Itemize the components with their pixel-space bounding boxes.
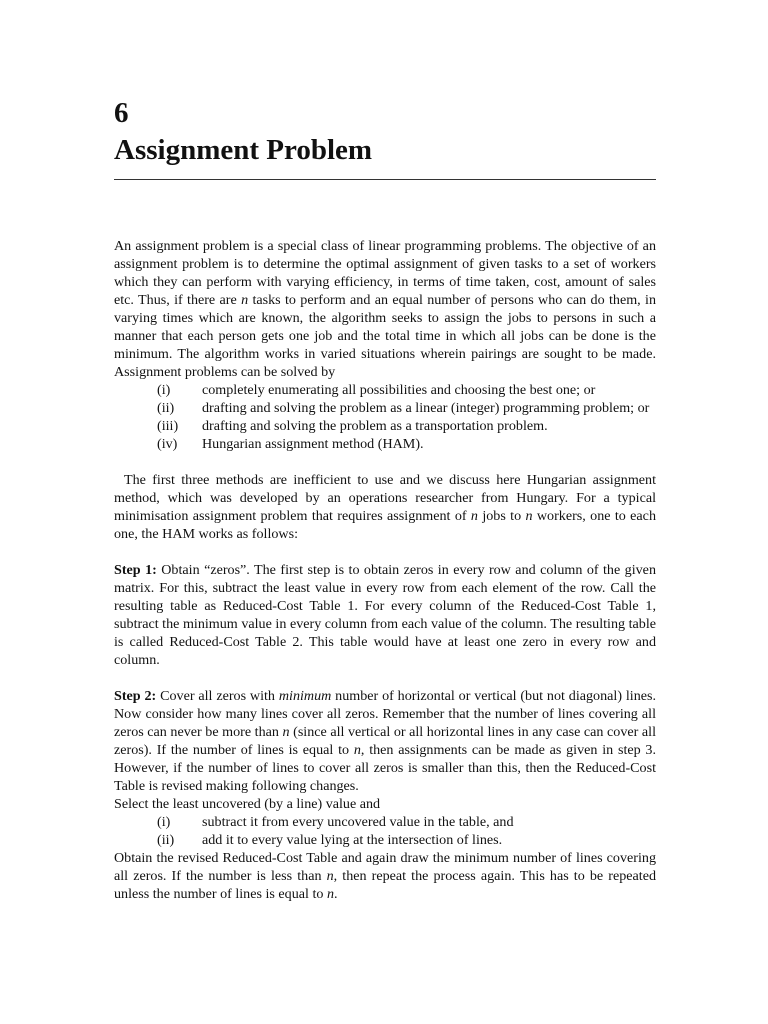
- step1-label: Step 1:: [114, 562, 157, 578]
- step2-paragraph: Step 2: Cover all zeros with minimum number of horizontal or vertical (but not diagonal) lines. Now consider how many lines cover all zeros. Remember that the number of lines covering all zeros can never be more than n (since all vertical or all horizontal lines in any case can cover all zeros). If the number of lines is equal to n, then assignments can be made as given in step 3. However, if the number of lines to cover all zeros is smaller than this, then the Reduced-Cost Table is revised making following changes.: [114, 688, 657, 794]
- select-line: Select the least uncovered (by a line) value and: [114, 796, 381, 812]
- methods-list: [114, 381, 656, 453]
- substeps-list: [114, 813, 656, 849]
- methods-paragraph: The first three methods are inefficient to use and we discuss here Hungarian assignment method, which was developed by an operations researcher from Hungary. For a typical minimisation assignment problem that requires assignment of n jobs to n workers, one to each one, the HAM works as follows:: [114, 472, 656, 542]
- chapter-number: 6: [114, 97, 129, 129]
- final-paragraph: Obtain the revised Reduced-Cost Table and again draw the minimum number of lines covering all zeros. If the number is less than n, then repeat the process again. This has to be repeated unless the number of lines is equal to n.: [114, 850, 656, 902]
- body-text: [114, 237, 656, 903]
- list-item: (ii) add it to every value lying at the intersection of lines.: [157, 832, 503, 848]
- intro-paragraph: An assignment problem is a special class of linear programming problems. The objective of an assignment problem is to determine the optimal assignment of given tasks to a set of workers which they can perform with varying efficiency, in terms of time taken, cost, amount of sales etc. Thus, if there are n tasks to perform and an equal number of persons who can do them, in varying times which are known, the algorithm seeks to assign the jobs to persons in such a manner that each person gets one job and the total time in which all jobs can be done is the minimum. The algorithm works in varied situations wherein pairings are sought to be made. Assignment problems can be solved by: [114, 238, 656, 380]
- paragraph-gap: [114, 543, 656, 561]
- list-item: (iii) drafting and solving the problem as a transportation problem.: [157, 418, 548, 434]
- chapter-title: Assignment Problem: [114, 134, 373, 166]
- list-item: (iv) Hungarian assignment method (HAM).: [157, 436, 424, 452]
- step1-paragraph: Step 1: Obtain “zeros”. The first step is to obtain zeros in every row and column of the given matrix. For this, subtract the least value in every row from each element of the row. Call the resulting table as Reduced-Cost Table 1. For every column of the Reduced-Cost Table 1, subtract the minimum value in every column from each value of the column. The resulting table is called Reduced-Cost Table 2. This table would have at least one zero in every row and column.: [114, 562, 656, 668]
- list-item: (i) subtract it from every uncovered value in the table, and: [157, 814, 514, 830]
- list-item: (ii) drafting and solving the problem as a linear (integer) programming problem; or: [157, 400, 650, 416]
- paragraph-gap: [114, 669, 656, 687]
- step2-label: Step 2:: [114, 688, 157, 704]
- list-item: (i) completely enumerating all possibilities and choosing the best one; or: [157, 382, 596, 398]
- paragraph-gap: [114, 453, 656, 471]
- title-divider: [114, 179, 656, 180]
